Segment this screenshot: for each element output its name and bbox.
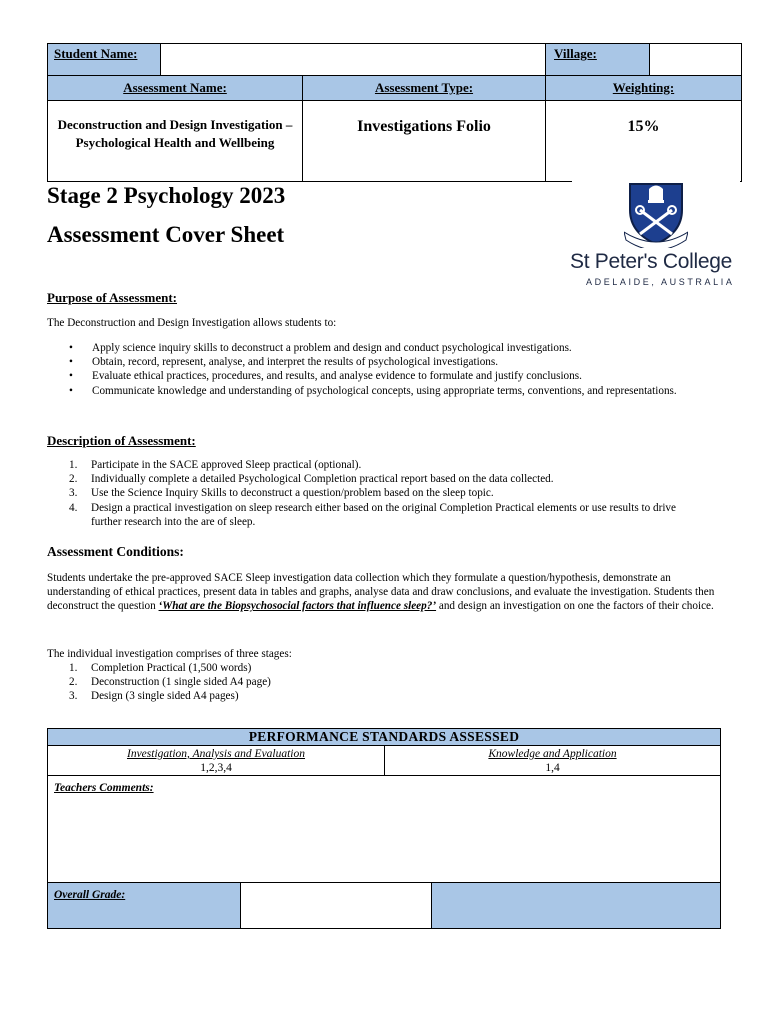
assessment-type-value: Investigations Folio <box>357 118 491 135</box>
assessment-type-cell <box>302 100 546 182</box>
criteria-value: 1,2,3,4 <box>200 762 232 774</box>
assessment-type-header: Assessment Type: <box>302 75 546 101</box>
village-field[interactable] <box>649 43 742 76</box>
overall-grade-label: Overall Grade: <box>54 889 126 901</box>
page-subtitle: Assessment Cover Sheet <box>47 222 285 247</box>
purpose-intro: The Deconstruction and Design Investigation allows students to: <box>47 317 337 329</box>
teachers-comments-label: Teachers Comments: <box>54 782 154 794</box>
village-label-cell <box>545 43 650 76</box>
performance-col1 <box>47 745 385 776</box>
student-name-label: Student Name: <box>54 46 138 61</box>
bullet-icon: • <box>69 342 73 354</box>
stages-intro: The individual investigation comprises of three stages: <box>47 648 292 660</box>
conditions-heading: Assessment Conditions: <box>47 544 184 559</box>
assessment-name-header: Assessment Name: <box>47 75 303 101</box>
list-item: 1. Completion Practical (1,500 words) <box>69 662 252 674</box>
list-item: 3. Design (3 single sided A4 pages) <box>69 690 239 703</box>
list-item: 1. Participate in the SACE approved Sleep practical (optional). <box>69 459 362 471</box>
bullet-icon: • <box>69 384 73 397</box>
assessment-name-value: Deconstruction and Design Investigation – Psychological Health and Wellbeing <box>57 117 293 150</box>
bullet-icon: • <box>69 370 73 383</box>
college-logo <box>566 178 742 290</box>
teachers-comments-field[interactable] <box>47 775 721 883</box>
college-location: ADELAIDE, AUSTRALIA <box>586 277 735 287</box>
list-item: 2. Deconstruction (1 single sided A4 page) <box>69 676 271 689</box>
weighting-value: 15% <box>627 118 660 135</box>
list-item: • Apply science inquiry skills to deconstruct a problem and design and conduct psychological investigations. <box>69 342 572 354</box>
conditions-paragraph: Students undertake the pre-approved SACE Sleep investigation data collection which they formulate a question/hypothesis, demonstrate an understanding of ethical practices, present data in tables and graphs, analyse data and draw conclusions, and evaluate the investigation. Students then deconstruct the question ‘What are the Biopsychosocial factors that influence sleep?’ and design an investigation on one the factors of their choice. <box>47 572 715 613</box>
overall-grade-field[interactable] <box>240 882 432 929</box>
description-heading: Description of Assessment: <box>47 433 196 448</box>
list-item: 2. Individually complete a detailed Psychological Completion practical report based on the data collected. <box>69 473 554 486</box>
list-item: 4. Design a practical investigation on sleep research either based on the original Completion Practical elements or use results to drive further research into the are of sleep. <box>69 501 676 528</box>
purpose-bullet-list <box>47 341 707 398</box>
overall-grade-label-cell <box>47 882 241 929</box>
criteria-label: Investigation, Analysis and Evaluation <box>126 748 306 760</box>
list-item: 3. Use the Science Inquiry Skills to deconstruct a question/problem based on the sleep topic. <box>69 487 494 500</box>
list-item: • Evaluate ethical practices, procedures, and results, and analyse evidence to formulate and justify conclusions. <box>69 370 582 383</box>
stages-list <box>47 661 647 704</box>
college-crest-icon <box>624 180 688 248</box>
list-item: • Communicate knowledge and understanding of psychological concepts, using appropriate terms, conventions, and representations. <box>69 384 677 397</box>
performance-title: PERFORMANCE STANDARDS ASSESSED <box>47 728 721 746</box>
purpose-heading: Purpose of Assessment: <box>47 290 177 305</box>
college-name: St Peter's College <box>570 250 733 273</box>
overall-grade-extra-cell <box>431 882 721 929</box>
village-label: Village: <box>554 46 597 61</box>
page-title: Stage 2 Psychology 2023 <box>47 183 286 208</box>
weighting-header: Weighting: <box>545 75 742 101</box>
criteria-value: 1,4 <box>545 762 560 774</box>
bullet-icon: • <box>69 356 73 369</box>
student-name-field[interactable] <box>160 43 546 76</box>
assessment-name-cell <box>47 100 303 182</box>
performance-col2 <box>384 745 721 776</box>
description-list <box>47 458 707 529</box>
student-name-label-cell <box>47 43 161 76</box>
key-question: ‘What are the Biopsychosocial factors that influence sleep?’ <box>158 600 437 613</box>
criteria-label: Knowledge and Application <box>488 748 617 760</box>
weighting-cell <box>545 100 742 182</box>
list-item: • Obtain, record, represent, analyse, and interpret the results of psychological investigations. <box>69 356 499 369</box>
